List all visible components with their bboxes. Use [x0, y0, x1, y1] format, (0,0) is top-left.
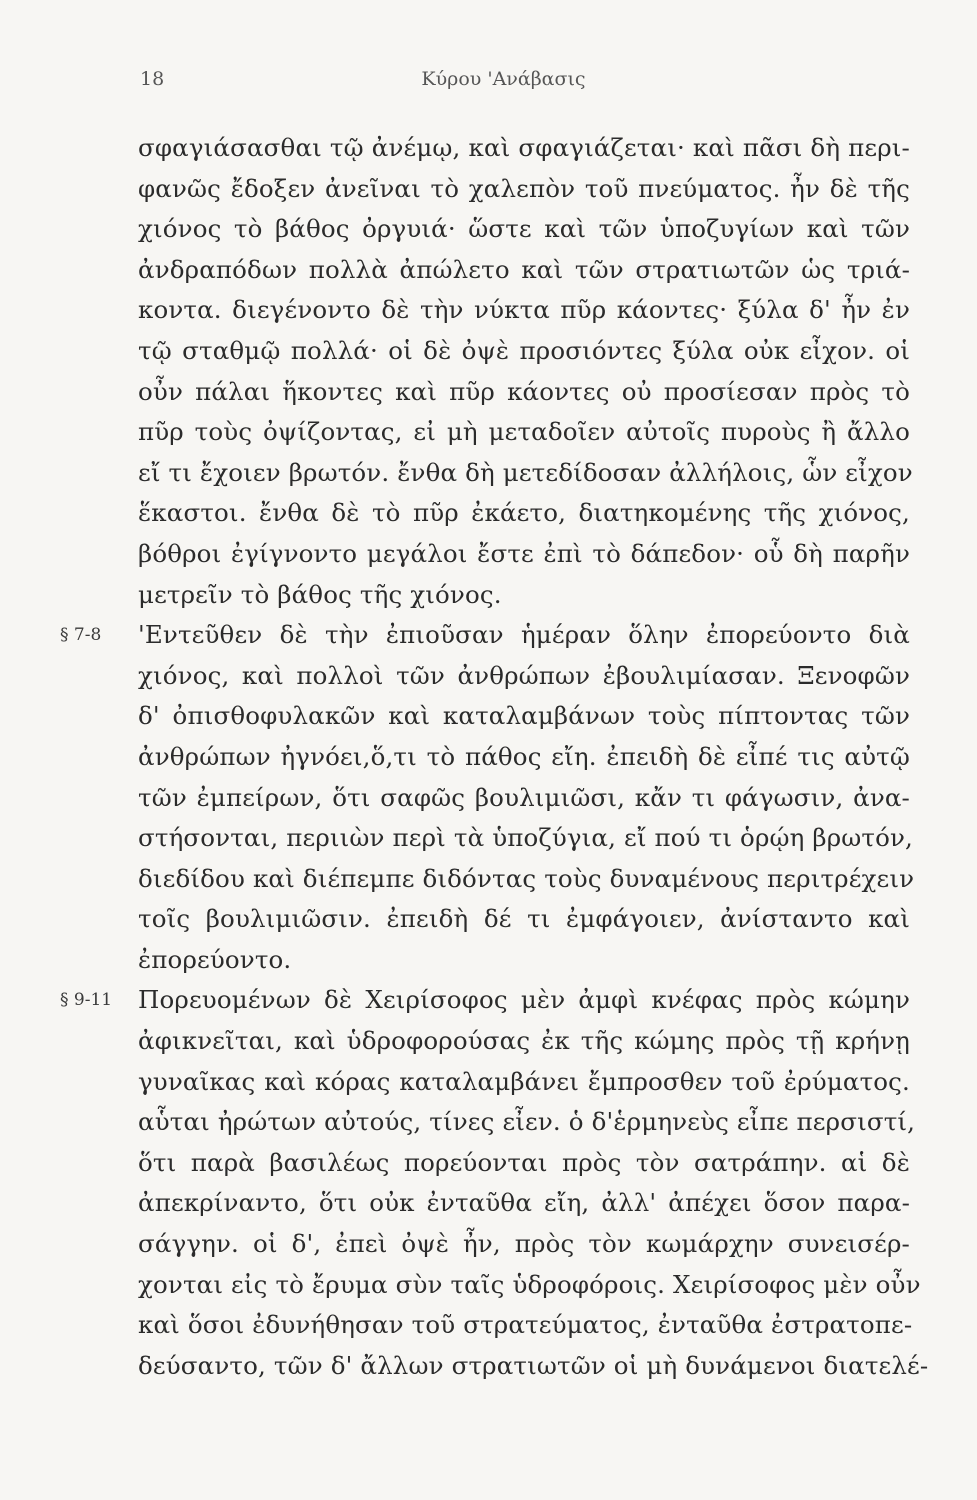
line-text: οὖν πάλαι ἥκοντες καὶ πῦρ κάοντες οὐ προσίεσαν πρὸς τὸ — [138, 376, 910, 406]
line-text: χονται εἰς τὸ ἔρυμα σὺν ταῖς ὑδροφόροις. Χειρίσοφος μὲν οὖν — [138, 1269, 921, 1299]
text-line — [60, 980, 910, 1021]
text-line — [60, 615, 910, 656]
text-line — [138, 453, 913, 494]
line-text: ἐπορεύοντο. — [138, 944, 292, 974]
line-text: Πορευομένων δὲ Χειρίσοφος μὲν ἀμφὶ κνέφας πρὸς κώμην — [138, 985, 910, 1015]
text-line — [138, 940, 910, 981]
line-text: γυναῖκας καὶ κόρας καταλαμβάνει ἔμπροσθεν τοῦ ἐρύματος. — [138, 1066, 910, 1096]
running-title: Κύρου 'Ανάβασις — [421, 68, 586, 90]
line-text: κοντα. διεγένοντο δὲ τὴν νύκτα πῦρ κάοντες· ξύλα δ' ἦν ἐν — [138, 295, 910, 325]
text-line — [138, 250, 910, 291]
line-text: σφαγιάσασθαι τῷ ἀνέμῳ, καὶ σφαγιάζεται· καὶ πᾶσι δὴ περι- — [138, 133, 910, 162]
text-line — [138, 331, 910, 372]
text-line — [138, 1265, 921, 1306]
section-reference: § 9-11 — [60, 990, 113, 1011]
text-line — [138, 209, 910, 250]
line-text: βόθροι ἐγίγνοντο μεγάλοι ἔστε ἐπὶ τὸ δάπεδον· οὗ δὴ παρῆν — [138, 538, 910, 568]
text-line — [138, 1102, 916, 1143]
line-text: ἀφικνεῖται, καὶ ὑδροφορούσας ἐκ τῆς κώμης πρὸς τῇ κρήνῃ — [138, 1026, 910, 1056]
line-text: δ' ὀπισθοφυλακῶν καὶ καταλαμβάνων τοὺς πίπτοντας τῶν — [138, 701, 910, 731]
text-line — [138, 575, 910, 616]
line-text: τοῖς βουλιμιῶσιν. ἐπειδὴ δέ τι ἐμφάγοιεν, ἀνίσταντο καὶ — [138, 904, 910, 934]
line-text: ἀνθρώπων ἠγνόει,ὅ,τι τὸ πάθος εἴη. ἐπειδὴ δὲ εἶπέ τις αὐτῷ — [138, 741, 910, 771]
text-line — [138, 1224, 910, 1265]
text-line — [138, 818, 913, 859]
text-line — [138, 372, 910, 413]
line-text: χιόνος, καὶ πολλοὶ τῶν ἀνθρώπων ἐβουλιμίασαν. Ξενοφῶν — [138, 660, 910, 690]
text-line — [138, 412, 910, 453]
line-text: αὗται ἠρώτων αὐτούς, τίνες εἶεν. ὁ δ'ἑρμηνεὺς εἶπε περσιστί, — [138, 1107, 916, 1137]
text-line — [138, 128, 910, 169]
line-text: χιόνος τὸ βάθος ὀργυιά· ὥστε καὶ τῶν ὑποζυγίων καὶ τῶν — [138, 214, 910, 244]
body-text — [60, 128, 929, 1386]
page-number: 18 — [140, 68, 165, 90]
line-text: ὅτι παρὰ βασιλέως πορεύονται πρὸς τὸν σατράπην. αἱ δὲ — [138, 1147, 910, 1177]
running-head — [0, 68, 977, 98]
line-text: τῶν ἐμπείρων, ὅτι σαφῶς βουλιμιῶσι, κἄν τι φάγωσιν, ἀνα- — [138, 782, 910, 812]
line-text: στήσονται, περιιὼν περὶ τὰ ὑποζύγια, εἴ πού τι ὁρῴη βρωτόν, — [138, 823, 913, 853]
text-line — [138, 1183, 910, 1224]
text-line — [138, 737, 910, 778]
text-line — [138, 696, 910, 737]
line-text: σάγγην. οἱ δ', ἐπεὶ ὀψὲ ἦν, πρὸς τὸν κωμάρχην συνεισέρ- — [138, 1229, 910, 1259]
text-line — [138, 1021, 910, 1062]
line-text: δεύσαντο, τῶν δ' ἄλλων στρατιωτῶν οἱ μὴ δυνάμενοι διατελέ- — [138, 1350, 929, 1380]
text-line — [138, 656, 910, 697]
line-text: διεδίδου καὶ διέπεμπε διδόντας τοὺς δυναμένους περιτρέχειν — [138, 863, 915, 893]
line-text: τῷ σταθμῷ πολλά· οἱ δὲ ὀψὲ προσιόντες ξύλα οὐκ εἶχον. οἱ — [138, 335, 910, 365]
line-text: φανῶς ἔδοξεν ἀνεῖναι τὸ χαλεπὸν τοῦ πνεύματος. ἦν δὲ τῆς — [138, 173, 910, 203]
text-line — [138, 1346, 929, 1387]
line-text: μετρεῖν τὸ βάθος τῆς χιόνος. — [138, 579, 502, 609]
section-reference: § 7-8 — [60, 625, 102, 646]
line-text: ἀπεκρίναντο, ὅτι οὐκ ἐνταῦθα εἴη, ἀλλ' ἀπέχει ὅσον παρα- — [138, 1188, 910, 1218]
line-text: καὶ ὅσοι ἐδυνήθησαν τοῦ στρατεύματος, ἐνταῦθα ἐστρατοπε- — [138, 1310, 913, 1340]
line-text: 'Εντεῦθεν δὲ τὴν ἐπιοῦσαν ἡμέραν ὅλην ἐπορεύοντο διὰ — [138, 620, 910, 650]
text-line — [138, 778, 910, 819]
line-text: εἴ τι ἔχοιεν βρωτόν. ἔνθα δὴ μετεδίδοσαν ἀλλήλοις, ὧν εἶχον — [138, 457, 913, 487]
line-text: ἕκαστοι. ἔνθα δὲ τὸ πῦρ ἐκάετο, διατηκομένης τῆς χιόνος, — [138, 498, 910, 528]
text-line — [138, 534, 910, 575]
text-line — [138, 1305, 913, 1346]
text-line — [138, 1143, 910, 1184]
text-line — [138, 899, 910, 940]
text-line — [138, 290, 910, 331]
text-line — [138, 493, 910, 534]
line-text: πῦρ τοὺς ὀψίζοντας, εἰ μὴ μεταδοῖεν αὐτοῖς πυροὺς ἢ ἄλλο — [138, 417, 910, 447]
text-line — [138, 169, 910, 210]
text-line — [138, 859, 915, 900]
text-line — [138, 1062, 910, 1103]
line-text: ἀνδραπόδων πολλὰ ἀπώλετο καὶ τῶν στρατιωτῶν ὡς τριά- — [138, 254, 910, 284]
